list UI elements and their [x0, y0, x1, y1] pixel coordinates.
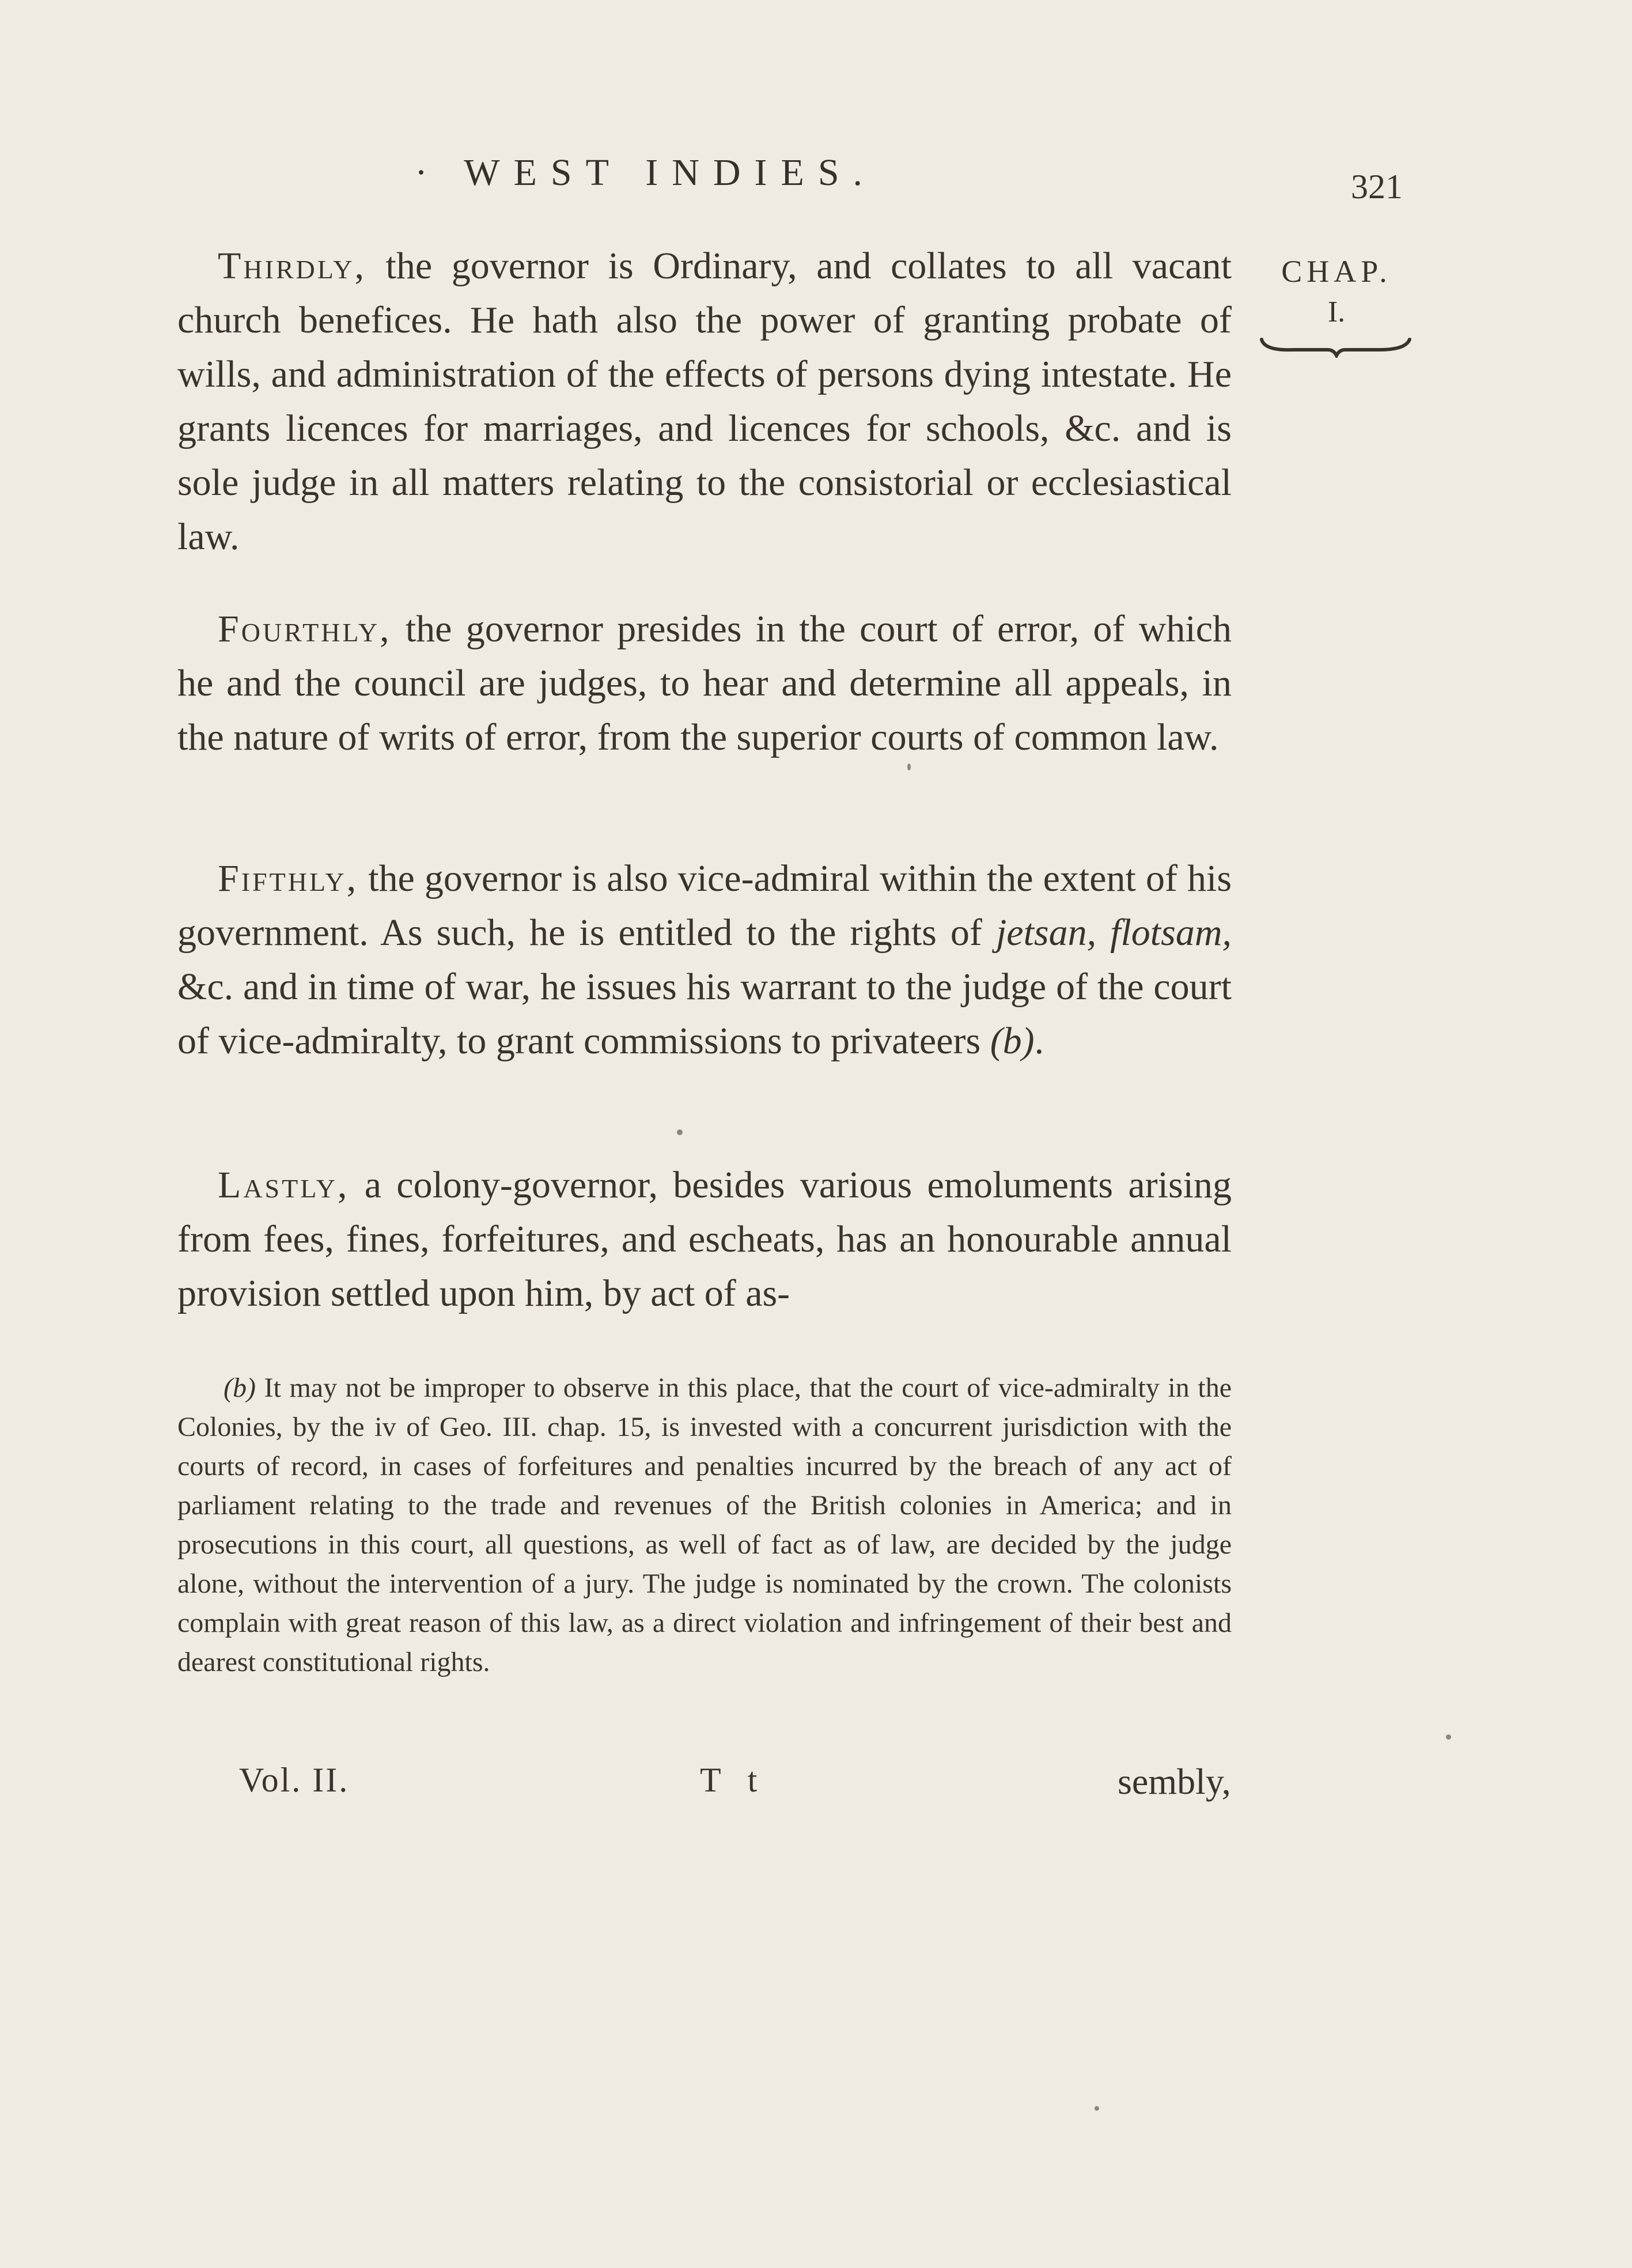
paragraph-fourthly [177, 602, 1232, 765]
paragraph-lead: Fifthly, [218, 857, 359, 899]
chapter-marginal-note [1259, 254, 1414, 358]
paper-speck [1446, 1734, 1451, 1740]
paragraph-text: a colony-governor, besides various emoluments arising from fees, fines, forfeitures, and escheats, has an honourable annual provision settled upon him, by act of as- [177, 1164, 1232, 1314]
footnote [177, 1369, 1232, 1682]
paragraph-text: the governor is also vice-admiral within the extent of his government. As such, he is entitled to the rights of [177, 857, 1232, 954]
footnote-text: It may not be improper to observe in this place, that the court of vice-admiralty in the Colonies, by the iv of Geo. III. chap. 15, is invested with a concurrent jurisdiction with the courts of record, in cases of forfeitures and penalties incurred by the breach of any act of parliament relating to the trade and revenues of the British colonies in America; and in prosecutions in this court, all questions, as well of fact as of law, are decided by the judge alone, without the intervention of a jury. The judge is nominated by the crown. The colonists complain with great reason of this law, as a direct violation and infringement of their best and dearest constitutional rights. [177, 1373, 1232, 1677]
italic-terms: jetsan, flotsam, [995, 912, 1232, 954]
running-title: · WEST INDIES. [415, 152, 877, 194]
paragraph-text: . [1034, 1020, 1044, 1062]
paragraph-lead: Thirdly, [218, 245, 366, 287]
footnote-reference: (b) [990, 1020, 1035, 1062]
volume-label: Vol. II. [239, 1761, 350, 1799]
chapter-label: CHAP. [1281, 254, 1392, 289]
paragraph-lastly [177, 1158, 1232, 1321]
catchword: sembly, [1118, 1761, 1231, 1802]
paragraph-lead: Fourthly, [218, 608, 392, 650]
chapter-number: I. [1327, 296, 1346, 328]
paragraph-fifthly [177, 852, 1232, 1068]
brace-icon [1259, 335, 1414, 358]
paper-speck [907, 763, 911, 770]
paper-speck [677, 1129, 683, 1135]
paragraph-text: &c. and in time of war, he issues his warrant to the judge of the court of vice-admiralty, to grant commissions to privateers [177, 966, 1232, 1062]
page-number: 321 [1351, 168, 1403, 206]
paper-speck [1095, 2106, 1099, 2111]
paragraph-thirdly [177, 239, 1232, 564]
signature-mark: T t [700, 1761, 767, 1799]
paragraph-text: the governor presides in the court of error, of which he and the council are judges, to hear and determine all appeals, in the nature of writs of error, from the superior courts of common law. [177, 608, 1232, 758]
paragraph-lead: Lastly, [218, 1164, 350, 1206]
paragraph-text: the governor is Ordinary, and collates to all vacant church benefices. He hath also the power of granting probate of wills, and administration of the effects of persons dying intestate. He grants licences for marriages, and licences for schools, &c. and is sole judge in all matters relating to the consistorial or ecclesiastical law. [177, 245, 1232, 558]
footnote-marker: (b) [224, 1373, 256, 1403]
